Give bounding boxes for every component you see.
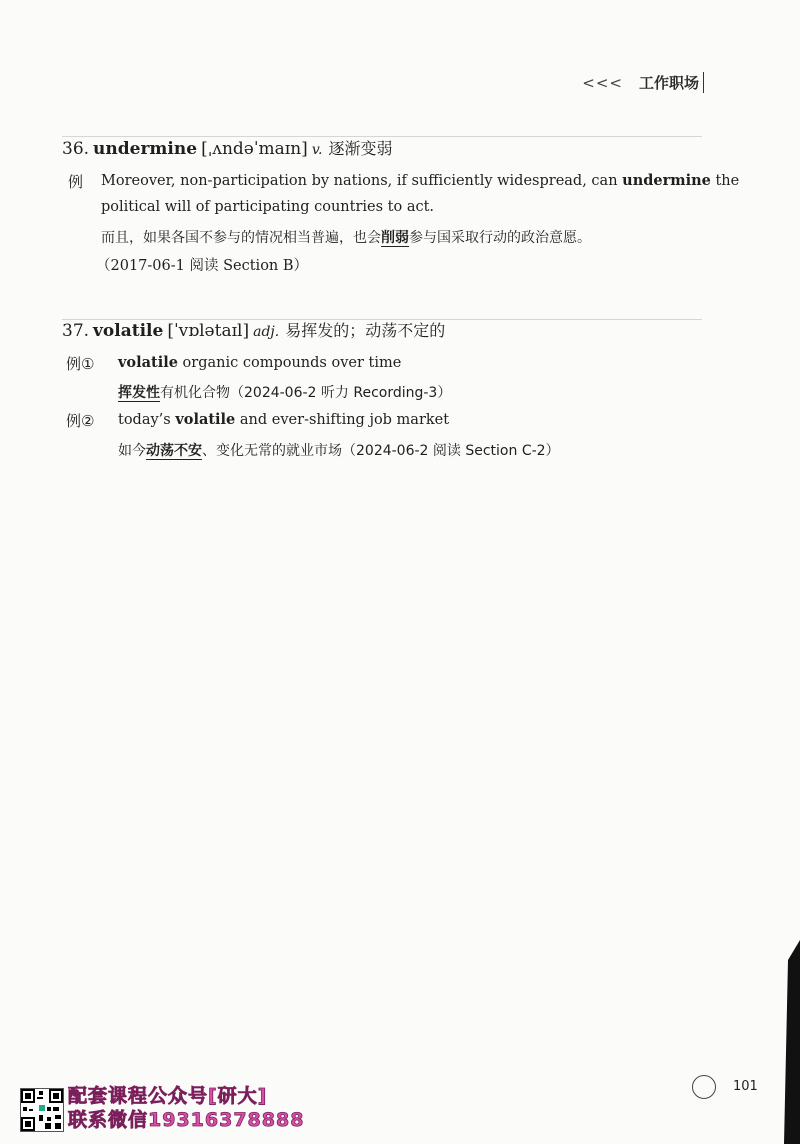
definition: 易挥发的；动荡不定的 [285,321,446,340]
example-en-line-1 [101,172,739,189]
example-label: 例 [68,173,84,191]
chapter-title: 工作职场 [639,72,704,93]
keyword: undermine [622,172,711,189]
translation-text: 如今 [118,443,146,459]
underlined-keyword: 挥发性 [118,385,160,401]
watermark-line: 联系微信19316378888 [68,1109,305,1131]
example-source: （2017-06-1 阅读 Section B） [96,258,309,274]
example-text: the [710,173,740,189]
example-text: Moreover, non-participation by nations, if sufficiently widespread, can [101,173,623,189]
chapter-header [582,72,704,93]
translation-text: 而且，如果各国不参与的情况相当普遍，也会 [101,230,381,246]
example-1-cn [118,382,451,402]
underlined-keyword: 动荡不安 [146,443,202,459]
pronunciation: [ˌʌndəˈmaɪn] [201,139,308,159]
example-1-en [118,354,401,371]
headword: undermine [93,139,198,159]
example-text: today’s [118,412,176,428]
part-of-speech: v. [311,142,323,158]
watermark-line: 配套课程公众号[研大] [68,1085,268,1107]
entry-number: 36. [62,139,90,159]
example-en-line-2: political will of participating countries to act. [101,199,435,215]
translation-text: 有机化合物（2024-06-2 听力 Recording-3） [160,385,452,401]
example-1-label: 例① [66,355,95,373]
entry-number: 37. [62,321,90,341]
translation-text: 参与国采取行动的政治意愿。 [409,230,591,246]
headword: volatile [93,321,164,341]
entry-36-heading [62,136,393,159]
pronunciation: [ˈvɒlətaɪl] [167,321,250,341]
example-2-en [118,411,449,428]
keyword: volatile [175,411,236,428]
part-of-speech: adj. [253,324,280,340]
header-arrows: <<< [582,73,623,92]
entry-37-heading [62,318,445,341]
promo-watermark [68,1084,304,1132]
underlined-keyword: 削弱 [381,230,409,246]
example-2-cn [118,440,560,460]
page-number-circle [692,1075,716,1099]
translation-text: 、变化无常的就业市场（2024-06-2 阅读 Section C-2） [202,443,560,459]
example-text: organic compounds over time [177,355,402,371]
keyword: volatile [118,354,178,371]
definition: 逐渐变弱 [328,139,393,158]
page-edge-shadow [760,0,800,1144]
example-text: and ever-shifting job market [235,412,450,428]
example-2-label: 例② [66,412,95,430]
page-number: 101 [733,1079,758,1094]
qr-code-icon [20,1088,64,1132]
example-cn [101,227,591,247]
